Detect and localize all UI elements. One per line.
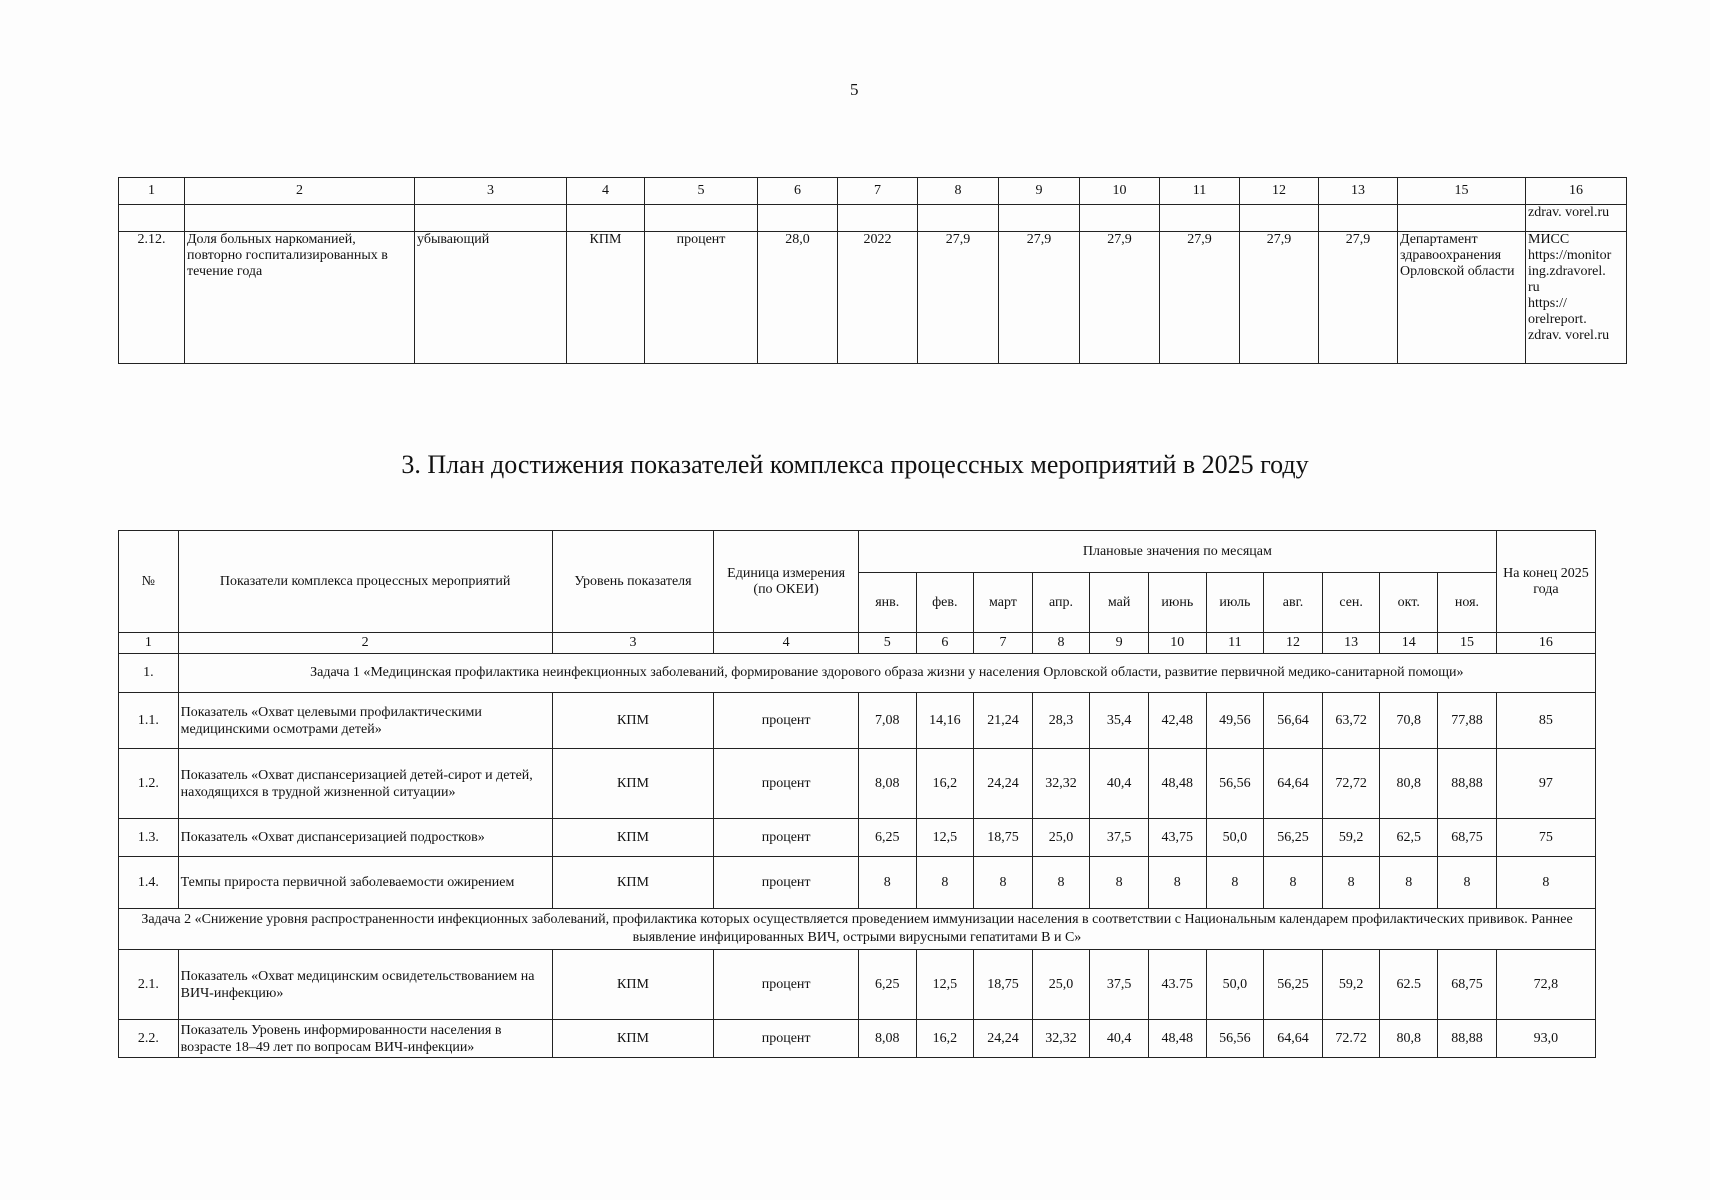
month-header: янв. [858,573,916,633]
year-end-value: 75 [1496,819,1595,857]
indicator-unit: процент [714,693,859,749]
month-value: 70,8 [1380,693,1438,749]
task-number: 1. [119,654,179,693]
source-line: https:// [1528,296,1567,311]
indicator-level: КПМ [552,693,714,749]
task-row [119,654,1596,693]
indicator-level: КПМ [552,950,714,1020]
column-number: 1 [119,178,185,205]
month-value: 64,64 [1264,749,1323,819]
column-number: 3 [552,633,714,654]
row-number: 2.1. [119,950,179,1020]
month-value: 63,72 [1322,693,1380,749]
month-value: 8 [974,857,1033,909]
month-value: 59,2 [1322,819,1380,857]
value-cell: 27,9 [1319,232,1398,364]
indicator-unit: процент [714,819,859,857]
indicator-unit: процент [714,1020,859,1058]
indicator-name: Показатель «Охват диспансеризацией подростков» [178,819,552,857]
column-number: 7 [974,633,1033,654]
month-value: 8 [1206,857,1264,909]
plan-table [118,530,1596,1058]
month-value: 80,8 [1380,749,1438,819]
month-value: 68,75 [1438,950,1497,1020]
indicator-name: Показатель «Охват медицинским освидетельствованием на ВИЧ-инфекцию» [178,950,552,1020]
month-value: 8 [1322,857,1380,909]
source-line: orelreport. [1528,312,1587,327]
month-value: 35,4 [1090,693,1149,749]
month-value: 37,5 [1090,950,1149,1020]
month-value: 56,56 [1206,749,1264,819]
month-value: 48,48 [1148,749,1206,819]
table-row [119,950,1596,1020]
row-number: 1.3. [119,819,179,857]
indicator-level: КПМ [552,749,714,819]
month-value: 40,4 [1090,749,1149,819]
year-end-value: 72,8 [1496,950,1595,1020]
month-value: 72.72 [1322,1020,1380,1058]
month-header: март [974,573,1033,633]
month-value: 43.75 [1148,950,1206,1020]
column-number: 10 [1080,178,1160,205]
row-number: 1.1. [119,693,179,749]
year-end-value: 85 [1496,693,1595,749]
column-number: 16 [1526,178,1627,205]
month-value: 8 [858,857,916,909]
column-number: 8 [1032,633,1090,654]
month-value: 8 [916,857,974,909]
month-value: 56,56 [1206,1020,1264,1058]
month-value: 32,32 [1032,1020,1090,1058]
column-number: 12 [1240,178,1319,205]
month-value: 12,5 [916,819,974,857]
month-value: 62.5 [1380,950,1438,1020]
month-header: авг. [1264,573,1323,633]
month-value: 80,8 [1380,1020,1438,1058]
month-value: 6,25 [858,819,916,857]
value-cell: 27,9 [1240,232,1319,364]
column-number: 6 [758,178,838,205]
column-number: 7 [838,178,918,205]
table-row [119,205,1627,232]
column-number: 2 [185,178,415,205]
table-row [119,857,1596,909]
month-header: сен. [1322,573,1380,633]
column-number: 12 [1264,633,1323,654]
month-value: 56,64 [1264,693,1323,749]
column-number: 14 [1380,633,1438,654]
indicator-name: Показатель «Охват целевыми профилактическими медицинскими осмотрами детей» [178,693,552,749]
year-end-value: 97 [1496,749,1595,819]
task2-indicators [119,950,1596,1058]
column-number: 15 [1398,178,1526,205]
data-source [1526,232,1627,364]
month-value: 18,75 [974,950,1033,1020]
base-year: 2022 [838,232,918,364]
column-number: 16 [1496,633,1595,654]
month-value: 40,4 [1090,1020,1149,1058]
value-cell: 27,9 [1160,232,1240,364]
column-number: 13 [1319,178,1398,205]
header-level: Уровень показателя [552,531,714,633]
responsible-body: Департамент здравоохранения Орловской области [1398,232,1526,364]
column-number: 5 [858,633,916,654]
column-number: 15 [1438,633,1497,654]
section-title: 3. План достижения показателей комплекса процессных мероприятий в 2025 году [401,450,1309,479]
month-value: 88,88 [1438,1020,1497,1058]
month-value: 8,08 [858,749,916,819]
month-value: 68,75 [1438,819,1497,857]
header-year-end: На конец 2025 года [1496,531,1595,633]
month-value: 72,72 [1322,749,1380,819]
indicator-level: КПМ [552,819,714,857]
indicator-level: КПМ [552,857,714,909]
row-number: 1.4. [119,857,179,909]
column-number: 11 [1206,633,1264,654]
month-value: 24,24 [974,1020,1033,1058]
month-value: 8 [1148,857,1206,909]
month-header: апр. [1032,573,1090,633]
header-row [119,531,1596,573]
month-value: 37,5 [1090,819,1149,857]
month-header: ноя. [1438,573,1497,633]
source-line: zdrav. vorel.ru [1528,328,1610,343]
column-number: 3 [415,178,567,205]
month-value: 88,88 [1438,749,1497,819]
month-header: окт. [1380,573,1438,633]
column-number: 1 [119,633,179,654]
month-value: 16,2 [916,1020,974,1058]
month-header: май [1090,573,1149,633]
month-value: 62,5 [1380,819,1438,857]
column-number: 2 [178,633,552,654]
table-row [119,232,1627,364]
month-value: 50,0 [1206,950,1264,1020]
month-header: июнь [1148,573,1206,633]
row-number: 1.2. [119,749,179,819]
month-value: 6,25 [858,950,916,1020]
table-row [119,749,1596,819]
month-value: 25,0 [1032,819,1090,857]
header-number: № [119,531,179,633]
year-end-value: 93,0 [1496,1020,1595,1058]
page-number: 5 [850,80,859,99]
indicator-unit: процент [714,749,859,819]
table-row [119,819,1596,857]
task-title: Задача 1 «Медицинская профилактика неинфекционных заболеваний, формирование здорового образа жизни у населения Орловской области, развитие первичной медико-санитарной помощи» [178,654,1595,693]
indicator-name: Показатель Уровень информированности населения в возрасте 18–49 лет по вопросам ВИЧ-инфекции» [178,1020,552,1058]
month-value: 8 [1264,857,1323,909]
row-number: 2.2. [119,1020,179,1058]
indicator-unit: процент [714,950,859,1020]
column-number-row [119,178,1627,205]
column-number: 9 [1090,633,1149,654]
indicator-name: Показатель «Охват диспансеризацией детей-сирот и детей, находящихся в трудной жизненной ситуации» [178,749,552,819]
column-number: 11 [1160,178,1240,205]
month-value: 14,16 [916,693,974,749]
column-number: 5 [645,178,758,205]
month-value: 16,2 [916,749,974,819]
month-value: 64,64 [1264,1020,1323,1058]
source-line: ru [1528,280,1540,295]
month-value: 8 [1380,857,1438,909]
month-value: 42,48 [1148,693,1206,749]
month-value: 18,75 [974,819,1033,857]
task-title: Задача 2 «Снижение уровня распространенности инфекционных заболеваний, профилактика которых осуществляется проведением иммунизации населения в соответствии с Национальным календарем профилактических прививок. Раннее выявление инфицированных ВИЧ, острыми вирусными гепатитами В и С» [119,909,1596,950]
value-cell: 27,9 [1080,232,1160,364]
value-cell: 27,9 [999,232,1080,364]
month-value: 8 [1032,857,1090,909]
month-value: 32,32 [1032,749,1090,819]
month-value: 21,24 [974,693,1033,749]
month-value: 56,25 [1264,819,1323,857]
month-header: фев. [916,573,974,633]
month-value: 28,3 [1032,693,1090,749]
indicator-level: КПМ [567,232,645,364]
row-number: 2.12. [119,232,185,364]
column-number: 13 [1322,633,1380,654]
month-value: 8 [1438,857,1497,909]
month-value: 56,25 [1264,950,1323,1020]
task-row [119,909,1596,950]
month-value: 50,0 [1206,819,1264,857]
month-value: 48,48 [1148,1020,1206,1058]
year-end-value: 8 [1496,857,1595,909]
month-value: 49,56 [1206,693,1264,749]
source-line: https://monitor [1528,248,1612,263]
table-row [119,1020,1596,1058]
task1-indicators [119,693,1596,909]
indicator-name: Темпы прироста первичной заболеваемости ожирением [178,857,552,909]
source-line: МИСС [1528,232,1570,247]
header-unit: Единица измерения (по ОКЕИ) [714,531,859,633]
month-value: 43,75 [1148,819,1206,857]
month-value: 25,0 [1032,950,1090,1020]
month-value: 8,08 [858,1020,916,1058]
month-value: 77,88 [1438,693,1497,749]
source-line: ing.zdravorel. [1528,264,1606,279]
column-number: 9 [999,178,1080,205]
column-number: 4 [714,633,859,654]
source-fragment: zdrav. vorel.ru [1526,205,1627,232]
column-number: 4 [567,178,645,205]
table-row [119,693,1596,749]
indicator-level: КПМ [552,1020,714,1058]
header-indicators: Показатели комплекса процессных мероприятий [178,531,552,633]
indicator-trend: убывающий [415,232,567,364]
indicator-name: Доля больных наркоманией, повторно госпитализированных в течение года [185,232,415,364]
month-header: июль [1206,573,1264,633]
column-number: 6 [916,633,974,654]
column-number: 10 [1148,633,1206,654]
month-value: 7,08 [858,693,916,749]
header-monthly-plan: Плановые значения по месяцам [858,531,1496,573]
indicator-unit: процент [645,232,758,364]
indicators-continuation-table [118,177,1627,364]
indicator-unit: процент [714,857,859,909]
value-cell: 27,9 [918,232,999,364]
month-value: 59,2 [1322,950,1380,1020]
column-number-row [119,633,1596,654]
month-value: 8 [1090,857,1149,909]
column-number: 8 [918,178,999,205]
month-value: 24,24 [974,749,1033,819]
base-value: 28,0 [758,232,838,364]
month-value: 12,5 [916,950,974,1020]
